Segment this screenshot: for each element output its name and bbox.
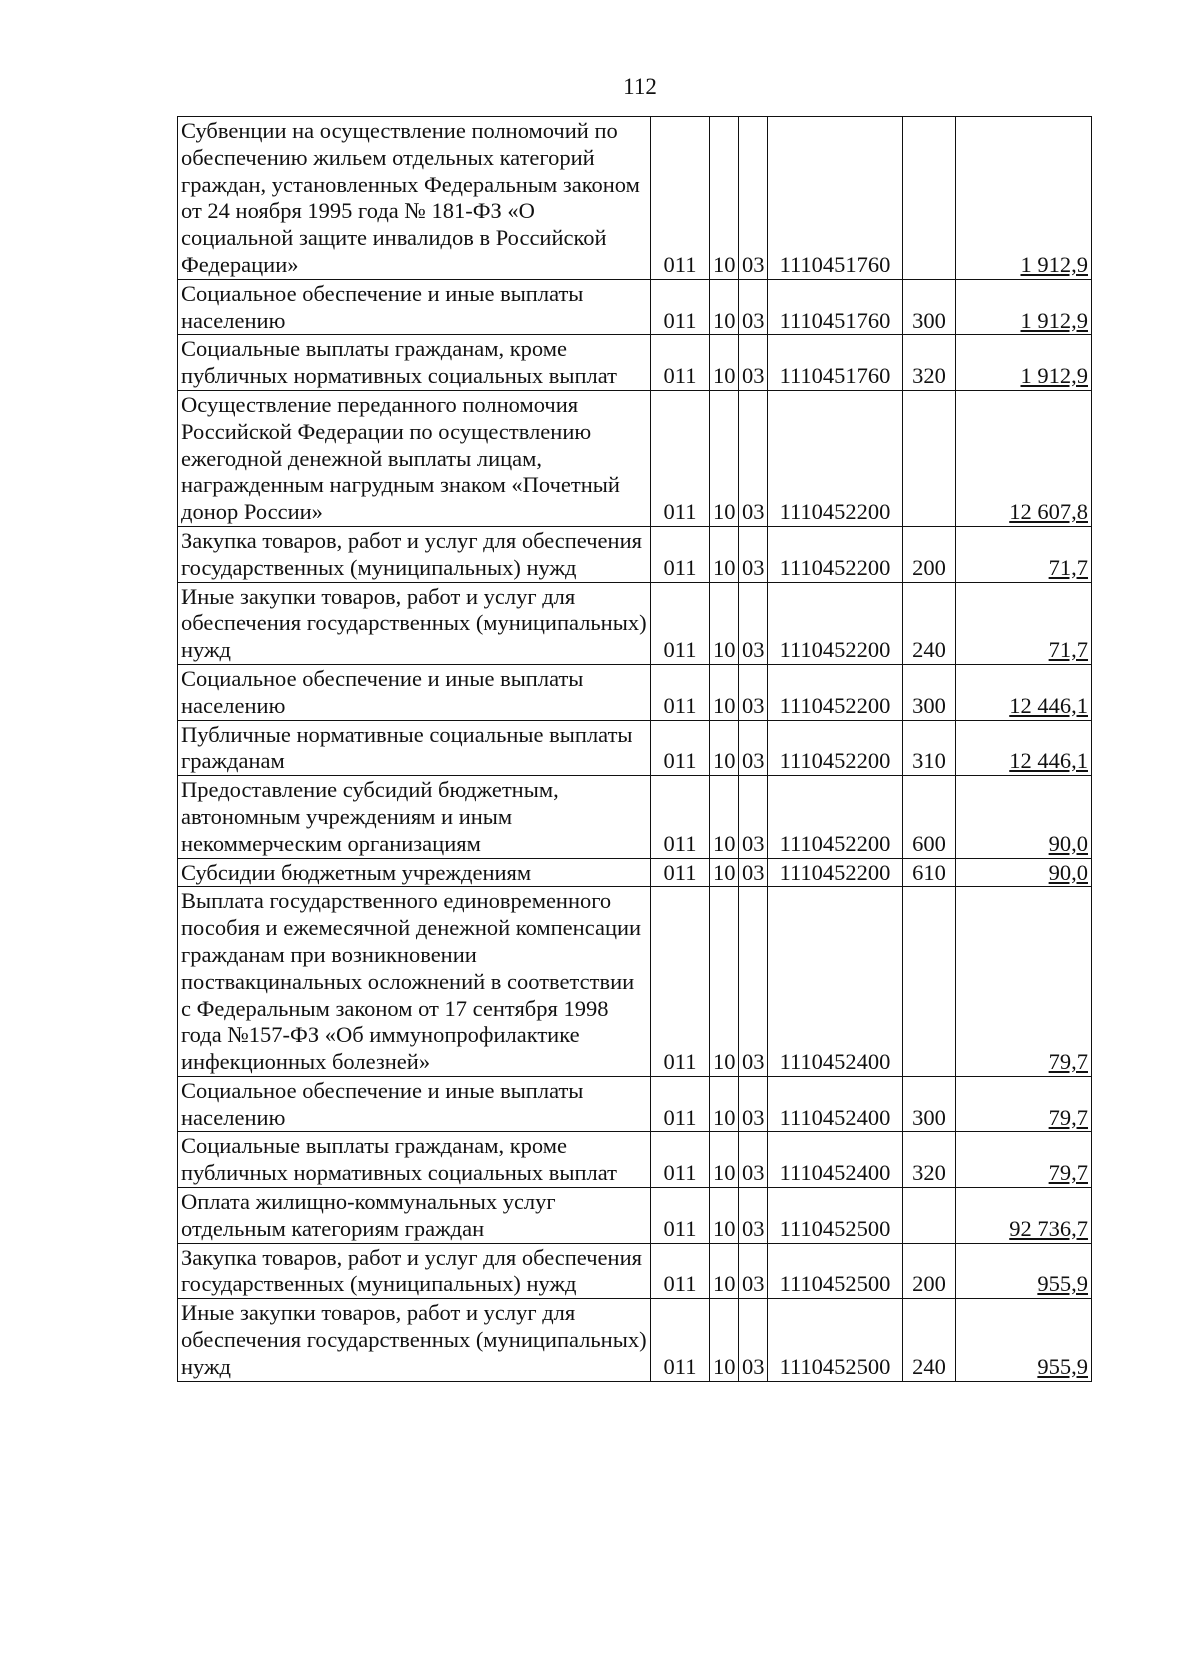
expense-name-cell: Предоставление субсидий бюджетным, автономным учреждениям и иным некоммерческим организациям	[178, 776, 651, 858]
target-article-cell: 1110451760	[768, 335, 903, 391]
expense-name-cell: Закупка товаров, работ и услуг для обеспечения государственных (муниципальных) нужд	[178, 1243, 651, 1299]
expense-name-cell: Субсидии бюджетным учреждениям	[178, 858, 651, 887]
table-row	[178, 279, 1092, 335]
target-article-cell: 1110452500	[768, 1188, 903, 1244]
expense-type-cell: 320	[903, 1132, 956, 1188]
subsection-code-cell: 03	[739, 335, 768, 391]
amount-cell: 955,9	[956, 1243, 1092, 1299]
expense-type-cell	[903, 1188, 956, 1244]
amount-cell: 92 736,7	[956, 1188, 1092, 1244]
expense-name-cell: Публичные нормативные социальные выплаты гражданам	[178, 720, 651, 776]
section-code-cell: 10	[710, 526, 739, 582]
subsection-code-cell: 03	[739, 582, 768, 664]
target-article-cell: 1110452200	[768, 526, 903, 582]
expense-name-cell: Социальное обеспечение и иные выплаты населению	[178, 279, 651, 335]
amount-cell: 1 912,9	[956, 279, 1092, 335]
section-code-cell: 10	[710, 390, 739, 526]
ministry-code-cell: 011	[651, 1188, 710, 1244]
expense-name-cell: Социальное обеспечение и иные выплаты населению	[178, 1076, 651, 1132]
table-row	[178, 1132, 1092, 1188]
subsection-code-cell: 03	[739, 1243, 768, 1299]
section-code-cell: 10	[710, 858, 739, 887]
target-article-cell: 1110452200	[768, 582, 903, 664]
amount-cell: 955,9	[956, 1299, 1092, 1381]
amount-cell: 71,7	[956, 582, 1092, 664]
ministry-code-cell: 011	[651, 1076, 710, 1132]
section-code-cell: 10	[710, 582, 739, 664]
section-code-cell: 10	[710, 1188, 739, 1244]
expense-name-cell: Социальное обеспечение и иные выплаты населению	[178, 664, 651, 720]
table-row	[178, 526, 1092, 582]
section-code-cell: 10	[710, 1299, 739, 1381]
target-article-cell: 1110451760	[768, 279, 903, 335]
subsection-code-cell: 03	[739, 1299, 768, 1381]
expense-type-cell: 200	[903, 526, 956, 582]
table-row	[178, 1243, 1092, 1299]
amount-cell: 12 446,1	[956, 664, 1092, 720]
subsection-code-cell: 03	[739, 1076, 768, 1132]
ministry-code-cell: 011	[651, 582, 710, 664]
table-row	[178, 1299, 1092, 1381]
expense-type-cell: 300	[903, 279, 956, 335]
amount-cell: 12 446,1	[956, 720, 1092, 776]
table-row	[178, 664, 1092, 720]
ministry-code-cell: 011	[651, 117, 710, 280]
section-code-cell: 10	[710, 335, 739, 391]
amount-cell: 79,7	[956, 887, 1092, 1077]
target-article-cell: 1110452200	[768, 720, 903, 776]
section-code-cell: 10	[710, 887, 739, 1077]
subsection-code-cell: 03	[739, 117, 768, 280]
expense-name-cell: Выплата государственного единовременного пособия и ежемесячной денежной компенсации гражданам при возникновении поствакцинальных осложнений в соответствии с Федеральным законом от 17 сентября 1998 года №157-ФЗ «Об иммунопрофилактике инфекционных болезней»	[178, 887, 651, 1077]
table-row	[178, 582, 1092, 664]
budget-table	[177, 116, 1092, 1382]
subsection-code-cell: 03	[739, 664, 768, 720]
amount-cell: 12 607,8	[956, 390, 1092, 526]
table-row	[178, 117, 1092, 280]
target-article-cell: 1110452500	[768, 1243, 903, 1299]
table-row	[178, 335, 1092, 391]
amount-cell: 79,7	[956, 1132, 1092, 1188]
subsection-code-cell: 03	[739, 858, 768, 887]
ministry-code-cell: 011	[651, 1243, 710, 1299]
section-code-cell: 10	[710, 1132, 739, 1188]
expense-type-cell: 240	[903, 1299, 956, 1381]
subsection-code-cell: 03	[739, 776, 768, 858]
ministry-code-cell: 011	[651, 279, 710, 335]
table-row	[178, 390, 1092, 526]
ministry-code-cell: 011	[651, 887, 710, 1077]
amount-cell: 79,7	[956, 1076, 1092, 1132]
target-article-cell: 1110451760	[768, 117, 903, 280]
target-article-cell: 1110452200	[768, 664, 903, 720]
budget-table-body	[178, 117, 1092, 1382]
ministry-code-cell: 011	[651, 720, 710, 776]
ministry-code-cell: 011	[651, 1132, 710, 1188]
expense-name-cell: Социальные выплаты гражданам, кроме публичных нормативных социальных выплат	[178, 335, 651, 391]
expense-type-cell	[903, 390, 956, 526]
section-code-cell: 10	[710, 664, 739, 720]
table-row	[178, 776, 1092, 858]
expense-type-cell: 300	[903, 664, 956, 720]
page-number: 112	[623, 74, 657, 99]
section-code-cell: 10	[710, 279, 739, 335]
target-article-cell: 1110452400	[768, 1132, 903, 1188]
subsection-code-cell: 03	[739, 720, 768, 776]
expense-name-cell: Иные закупки товаров, работ и услуг для обеспечения государственных (муниципальных) нужд	[178, 1299, 651, 1381]
amount-cell: 90,0	[956, 858, 1092, 887]
ministry-code-cell: 011	[651, 1299, 710, 1381]
ministry-code-cell: 011	[651, 858, 710, 887]
section-code-cell: 10	[710, 1243, 739, 1299]
expense-type-cell: 310	[903, 720, 956, 776]
ministry-code-cell: 011	[651, 390, 710, 526]
subsection-code-cell: 03	[739, 1188, 768, 1244]
target-article-cell: 1110452200	[768, 776, 903, 858]
ministry-code-cell: 011	[651, 776, 710, 858]
amount-cell: 71,7	[956, 526, 1092, 582]
ministry-code-cell: 011	[651, 664, 710, 720]
section-code-cell: 10	[710, 720, 739, 776]
ministry-code-cell: 011	[651, 335, 710, 391]
expense-type-cell: 300	[903, 1076, 956, 1132]
table-row	[178, 720, 1092, 776]
subsection-code-cell: 03	[739, 887, 768, 1077]
target-article-cell: 1110452200	[768, 390, 903, 526]
target-article-cell: 1110452400	[768, 887, 903, 1077]
subsection-code-cell: 03	[739, 390, 768, 526]
expense-name-cell: Осуществление переданного полномочия Российской Федерации по осуществлению ежегодной денежной выплаты лицам, награжденным нагрудным знаком «Почетный донор России»	[178, 390, 651, 526]
table-row	[178, 1188, 1092, 1244]
section-code-cell: 10	[710, 117, 739, 280]
section-code-cell: 10	[710, 1076, 739, 1132]
expense-name-cell: Субвенции на осуществление полномочий по обеспечению жильем отдельных категорий граждан, установленных Федеральным законом от 24 ноября 1995 года № 181-ФЗ «О социальной защите инвалидов в Российской Федерации»	[178, 117, 651, 280]
amount-cell: 1 912,9	[956, 117, 1092, 280]
amount-cell: 1 912,9	[956, 335, 1092, 391]
expense-type-cell: 240	[903, 582, 956, 664]
table-row	[178, 858, 1092, 887]
expense-type-cell: 200	[903, 1243, 956, 1299]
table-row	[178, 887, 1092, 1077]
target-article-cell: 1110452500	[768, 1299, 903, 1381]
subsection-code-cell: 03	[739, 279, 768, 335]
ministry-code-cell: 011	[651, 526, 710, 582]
section-code-cell: 10	[710, 776, 739, 858]
expense-name-cell: Оплата жилищно-коммунальных услуг отдельным категориям граждан	[178, 1188, 651, 1244]
subsection-code-cell: 03	[739, 1132, 768, 1188]
target-article-cell: 1110452200	[768, 858, 903, 887]
expense-type-cell: 600	[903, 776, 956, 858]
expense-type-cell	[903, 117, 956, 280]
target-article-cell: 1110452400	[768, 1076, 903, 1132]
expense-name-cell: Социальные выплаты гражданам, кроме публичных нормативных социальных выплат	[178, 1132, 651, 1188]
table-row	[178, 1076, 1092, 1132]
amount-cell: 90,0	[956, 776, 1092, 858]
expense-type-cell: 610	[903, 858, 956, 887]
expense-name-cell: Иные закупки товаров, работ и услуг для обеспечения государственных (муниципальных) нужд	[178, 582, 651, 664]
expense-type-cell	[903, 887, 956, 1077]
expense-type-cell: 320	[903, 335, 956, 391]
expense-name-cell: Закупка товаров, работ и услуг для обеспечения государственных (муниципальных) нужд	[178, 526, 651, 582]
subsection-code-cell: 03	[739, 526, 768, 582]
